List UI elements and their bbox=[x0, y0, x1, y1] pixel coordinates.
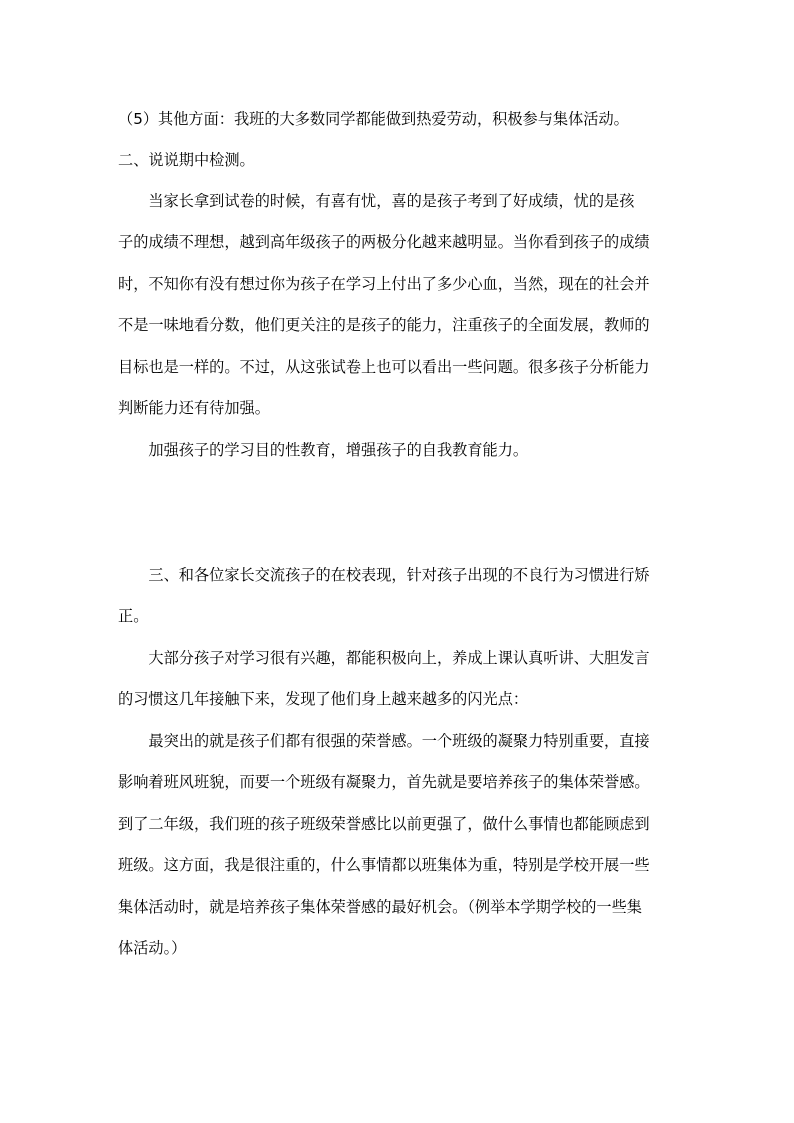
text-line: 正。 bbox=[118, 607, 149, 625]
text-line: 的习惯这几年接触下来，发现了他们身上越来越多的闪光点： bbox=[118, 690, 529, 708]
text-line: 班级。这方面，我是很注重的，什么事情都以班集体为重，特别是学校开展一些 bbox=[118, 856, 650, 874]
text-line: 加强孩子的学习目的性教育，增强孩子的自我教育能力。 bbox=[118, 441, 529, 459]
text-line: 到了二年级，我们班的孩子班级荣誉感比以前更强了，做什么事情也都能顾虑到 bbox=[118, 815, 650, 833]
text-line: 时，不知你有没有想过你为孩子在学习上付出了多少心血，当然，现在的社会并 bbox=[118, 275, 650, 293]
text-line: 不是一味地看分数，他们更关注的是孩子的能力，注重孩子的全面发展，教师的 bbox=[118, 316, 650, 334]
text-line: 大部分孩子对学习很有兴趣，都能积极向上，养成上课认真听讲、大胆发言 bbox=[118, 649, 650, 667]
text-line: 判断能力还有待加强。 bbox=[118, 399, 270, 417]
text-line: 最突出的就是孩子们都有很强的荣誉感。一个班级的凝聚力特别重要，直接 bbox=[118, 732, 650, 750]
text-line: 体活动。） bbox=[118, 939, 187, 957]
text-line: （5）其他方面：我班的大多数同学都能做到热爱劳动，积极参与集体活动。 bbox=[118, 110, 629, 128]
text-line: 影响着班风班貌，而要一个班级有凝聚力，首先就是要培养孩子的集体荣誉感。 bbox=[118, 773, 650, 791]
text-line: 目标也是一样的。不过，从这张试卷上也可以看出一些问题。很多孩子分析能力 bbox=[118, 358, 650, 376]
text-line: 子的成绩不理想，越到高年级孩子的两极分化越来越明显。当你看到孩子的成绩 bbox=[118, 233, 650, 251]
text-line: 集体活动时，就是培养孩子集体荣誉感的最好机会。（例举本学期学校的一些集 bbox=[118, 898, 642, 916]
text-line: 当家长拿到试卷的时候，有喜有忧，喜的是孩子考到了好成绩，忧的是孩 bbox=[118, 192, 635, 210]
section-heading: 三、和各位家长交流孩子的在校表现，针对孩子出现的不良行为习惯进行矫 bbox=[118, 566, 650, 584]
section-heading: 二、说说期中检测。 bbox=[118, 151, 255, 169]
